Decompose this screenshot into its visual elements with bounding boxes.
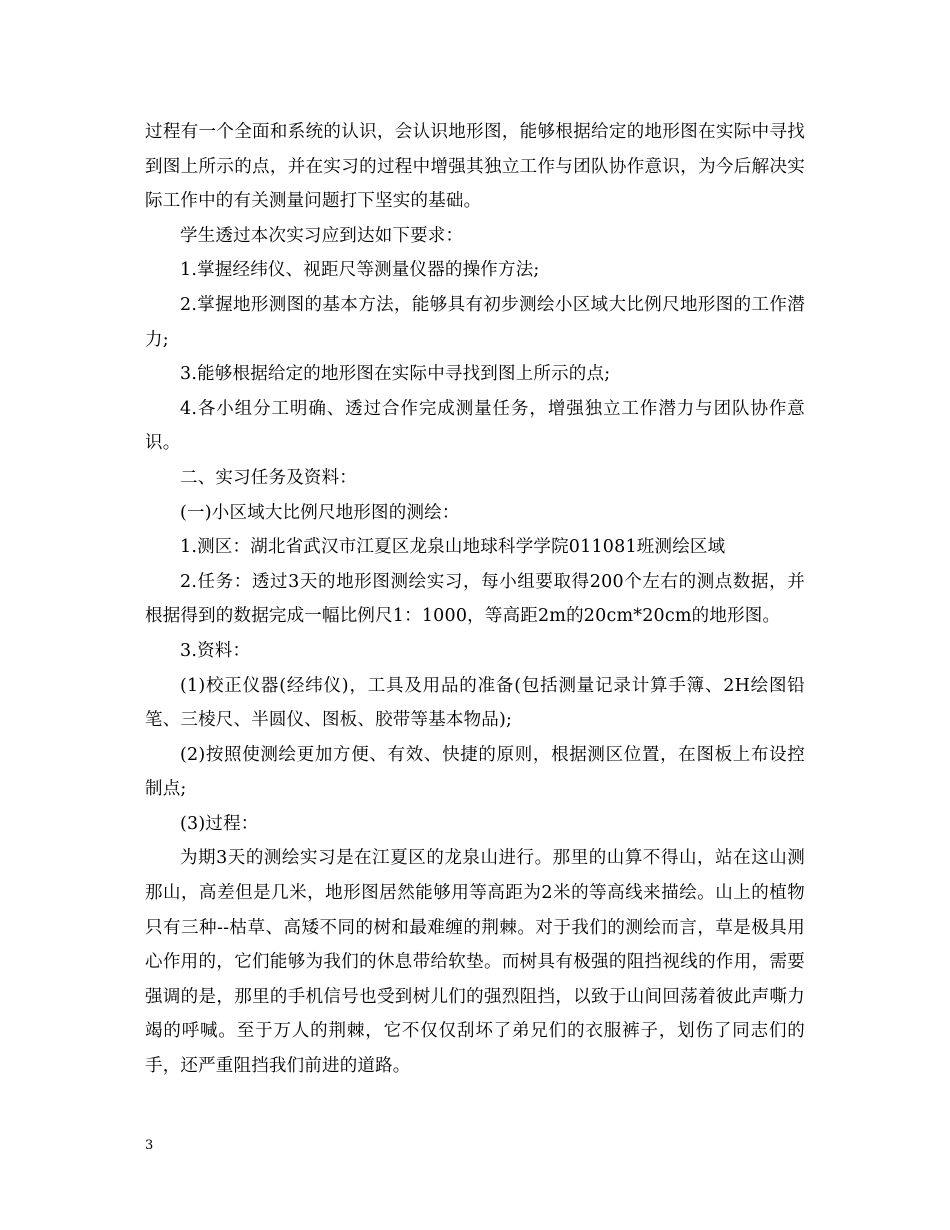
paragraph-materials-heading: 3.资料： xyxy=(180,640,251,661)
section-heading-tasks: 二、实习任务及资料： xyxy=(180,467,357,488)
paragraph-requirements-heading: 学生透过本次实习应到达如下要求： xyxy=(180,225,464,246)
paragraph-process-heading: (3)过程： xyxy=(180,813,259,834)
paragraph-materials-1: (1)校正仪器(经纬仪)，工具及用品的准备(包括测量记录计算手簿、2H绘图铅笔、三棱尺、半圆仪、图板、胶带等基本物品); xyxy=(145,675,805,731)
page-number: 3 xyxy=(145,1138,154,1153)
paragraph-process-body: 为期3天的测绘实习是在江夏区的龙泉山进行。那里的山算不得山，站在这山测那山，高差但是几米，地形图居然能够用等高距为2米的等高线来描绘。山上的植物只有三种--枯草、高矮不同的树和最难缠的荆棘。对于我们的测绘而言，草是极具用心作用的，它们能够为我们的休息带给软垫。而树具有极强的阻挡视线的作用，需要强调的是，那里的手机信号也受到树儿们的强烈阻挡，以致于山间回荡着彼此声嘶力竭的呼喊。至于万人的荆棘，它不仅仅刮坏了弟兄们的衣服裤子，划伤了同志们的手，还严重阻挡我们前进的道路。 xyxy=(145,848,805,1077)
paragraph-survey-area: 1.测区：湖北省武汉市江夏区龙泉山地球科学学院011081班测绘区域 xyxy=(180,537,726,558)
paragraph-task: 2.任务：透过3天的地形图测绘实习，每小组要取得200个左右的测点数据，并根据得到的数据完成一幅比例尺1：1000，等高距2m的20cm*20cm的地形图。 xyxy=(145,571,805,627)
paragraph-requirement-4: 4.各小组分工明确、透过合作完成测量任务，增强独立工作潜力与团队协作意识。 xyxy=(145,398,805,454)
paragraph-requirement-1: 1.掌握经纬仪、视距尺等测量仪器的操作方法; xyxy=(180,260,540,281)
body-text xyxy=(145,115,805,1084)
paragraph-materials-2: (2)按照使测绘更加方便、有效、快捷的原则，根据测区位置，在图板上布设控制点; xyxy=(145,744,805,800)
subsection-heading-mapping: (一)小区域大比例尺地形图的测绘： xyxy=(180,502,460,523)
paragraph-intro: 过程有一个全面和系统的认识，会认识地形图，能够根据给定的地形图在实际中寻找到图上所示的点，并在实习的过程中增强其独立工作与团队协作意识，为今后解决实际工作中的有关测量问题打下坚实的基础。 xyxy=(145,122,805,212)
paragraph-requirement-2: 2.掌握地形测图的基本方法，能够具有初步测绘小区域大比例尺地形图的工作潜力; xyxy=(145,294,805,350)
paragraph-requirement-3: 3.能够根据给定的地形图在实际中寻找到图上所示的点; xyxy=(180,364,611,385)
